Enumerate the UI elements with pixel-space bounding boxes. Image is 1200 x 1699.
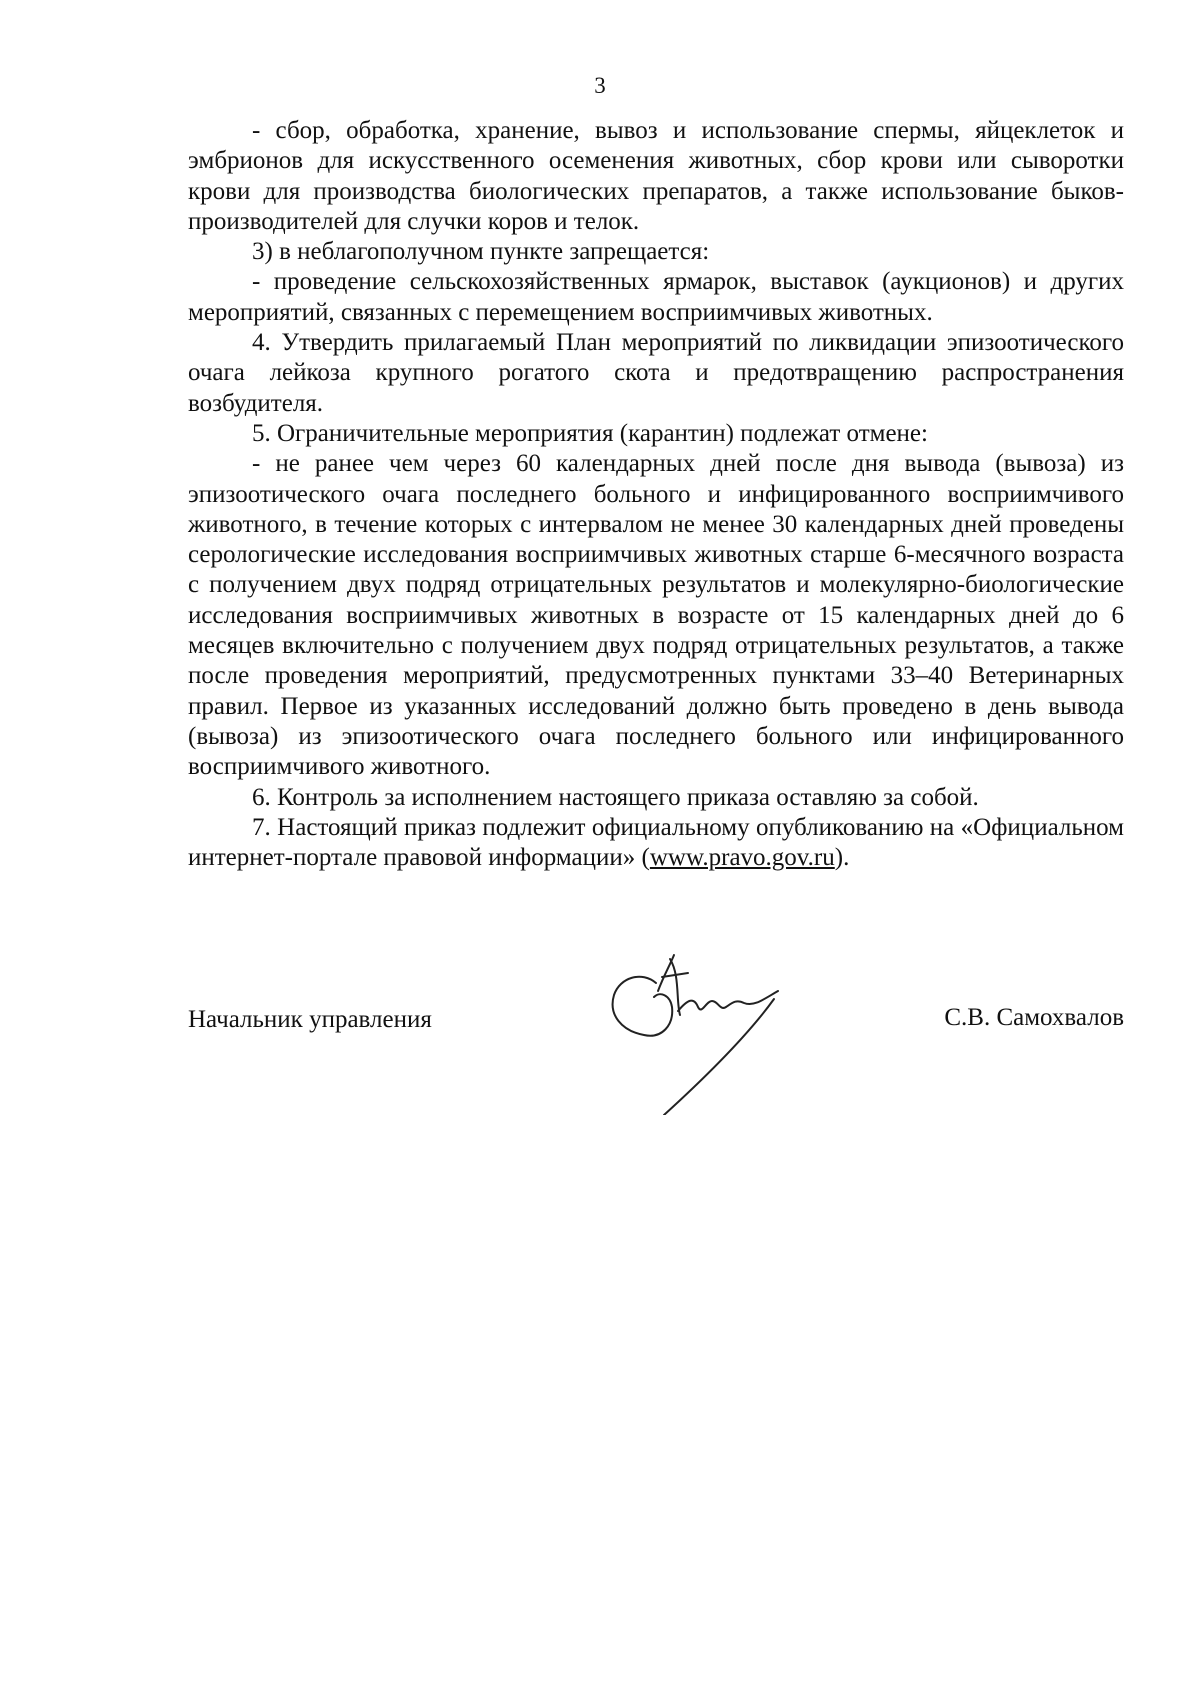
paragraph-3: - проведение сельскохозяйственных ярмарок, выставок (аукционов) и других мероприятий, связанных с перемещением восприимчивых животных. xyxy=(188,268,1124,326)
paragraph-7: 6. Контроль за исполнением настоящего приказа оставляю за собой. xyxy=(252,783,979,811)
pravo-link[interactable]: www.pravo.gov.ru xyxy=(649,844,835,872)
publication-text-end: ). xyxy=(834,844,850,872)
paragraph-5: 5. Ограничительные мероприятия (карантин) подлежат отмене: xyxy=(252,419,928,447)
signer-position: Начальник управления xyxy=(188,1006,432,1033)
publication-text: 7. Настоящий приказ подлежит официальному опубликованию на «Официальном интернет-портале правовой информации» ( xyxy=(188,813,1124,872)
paragraph-4: 4. Утвердить прилагаемый План мероприятий по ликвидации эпизоотического очага лейкоза крупного рогатого скота и предотвращению распространения возбудителя. xyxy=(188,329,1124,417)
signer-name: С.В. Самохвалов xyxy=(944,1004,1124,1031)
page-number: 3 xyxy=(594,73,606,98)
paragraph-1: - сбор, обработка, хранение, вывоз и использование спермы, яйцеклеток и эмбрионов для искусственного осеменения животных, сбор крови или сыворотки крови для производства биологических препаратов, а также использование быков-производителей для случки коров и телок. xyxy=(188,117,1124,235)
paragraph-8 xyxy=(188,813,1124,874)
signature-block xyxy=(188,945,1124,1115)
document-body xyxy=(188,116,1124,873)
paragraph-2: 3) в неблагополучном пункте запрещается: xyxy=(252,238,710,266)
paragraph-6: - не ранее чем через 60 календарных дней после дня вывода (вывоза) из эпизоотического очага последнего больного и инфицированного восприимчивого животного, в течение которых с интервалом не менее 30 календарных дней проведены серологические исследования восприимчивых животных старше 6-месячного возраста с получением двух подряд отрицательных результатов и молекулярно-биологические исследования восприимчивых животных в возрасте от 15 календарных дней до 6 месяцев включительно с получением двух подряд отрицательных результатов, а также после проведения мероприятий, предусмотренных пунктами 33–40 Ветеринарных правил. Первое из указанных исследований должно быть проведено в день вывода (вывоза) из эпизоотического очага последнего больного или инфицированного восприимчивого животного. xyxy=(188,450,1124,781)
handwritten-signature xyxy=(598,945,798,1115)
